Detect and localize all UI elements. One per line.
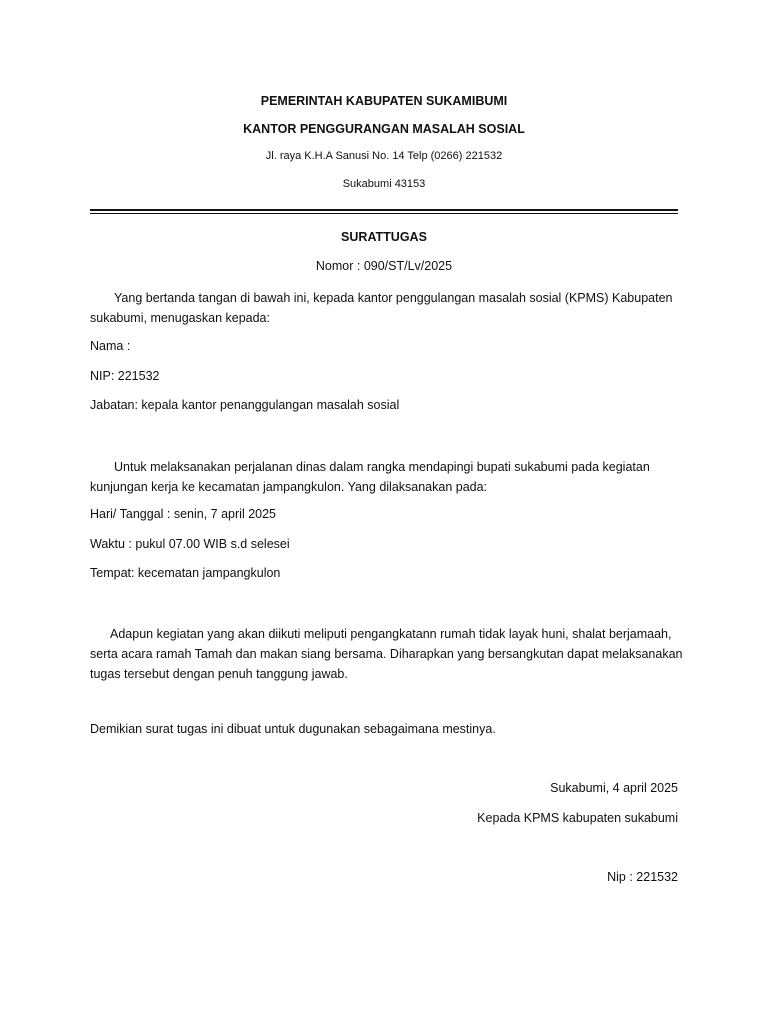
purpose-paragraph: Untuk melaksanakan perjalanan dinas dalam rangka mendapingi bupati sukabumi pada kegiatan kunjungan kerja ke kecamatan jampangkulon. Yang dilaksanakan pada:: [90, 460, 650, 494]
closing-sentence: Demikian surat tugas ini dibuat untuk dugunakan sebagaimana mestinya.: [90, 722, 496, 736]
signature-place-date: Sukabumi, 4 april 2025: [550, 781, 678, 795]
document-number: Nomor : 090/ST/Lv/2025: [315, 259, 453, 273]
schedule-tempat: Tempat: kecematan jampangkulon: [90, 566, 281, 580]
signature-addressee: Kepada KPMS kabupaten sukabumi: [477, 811, 678, 825]
letterhead-city: Sukabumi 43153: [342, 178, 426, 190]
letterhead-divider-thin: [90, 213, 678, 214]
letterhead-divider-thick: [90, 209, 678, 211]
document-title: SURATTUGAS: [341, 230, 427, 244]
signature-nip: Nip : 221532: [607, 870, 678, 884]
intro-paragraph: Yang bertanda tangan di bawah ini, kepada kantor penggulangan masalah sosial (KPMS) Kabupaten sukabumi, menugaskan kepada:: [90, 291, 673, 325]
field-jabatan: Jabatan: kepala kantor penanggulangan masalah sosial: [90, 398, 400, 412]
letterhead-address: Jl. raya K.H.A Sanusi No. 14 Telp (0266) 221532: [265, 150, 503, 162]
schedule-waktu: Waktu : pukul 07.00 WIB s.d selesei: [90, 537, 290, 551]
schedule-hari: Hari/ Tanggal : senin, 7 april 2025: [90, 507, 276, 521]
activities-paragraph: Adapun kegiatan yang akan diikuti meliputi pengangkatann rumah tidak layak huni, shalat berjamaah, serta acara ramah Tamah dan makan siang bersama. Diharapkan yang bersangkutan dapat melaksanakan tugas tersebut dengan penuh tanggung jawab.: [90, 627, 683, 681]
field-nama: Nama :: [90, 339, 131, 353]
letterhead-office: KANTOR PENGGURANGAN MASALAH SOSIAL: [243, 122, 525, 136]
field-nip: NIP: 221532: [90, 369, 160, 383]
letterhead-government: PEMERINTAH KABUPATEN SUKAMIBUMI: [260, 94, 508, 108]
